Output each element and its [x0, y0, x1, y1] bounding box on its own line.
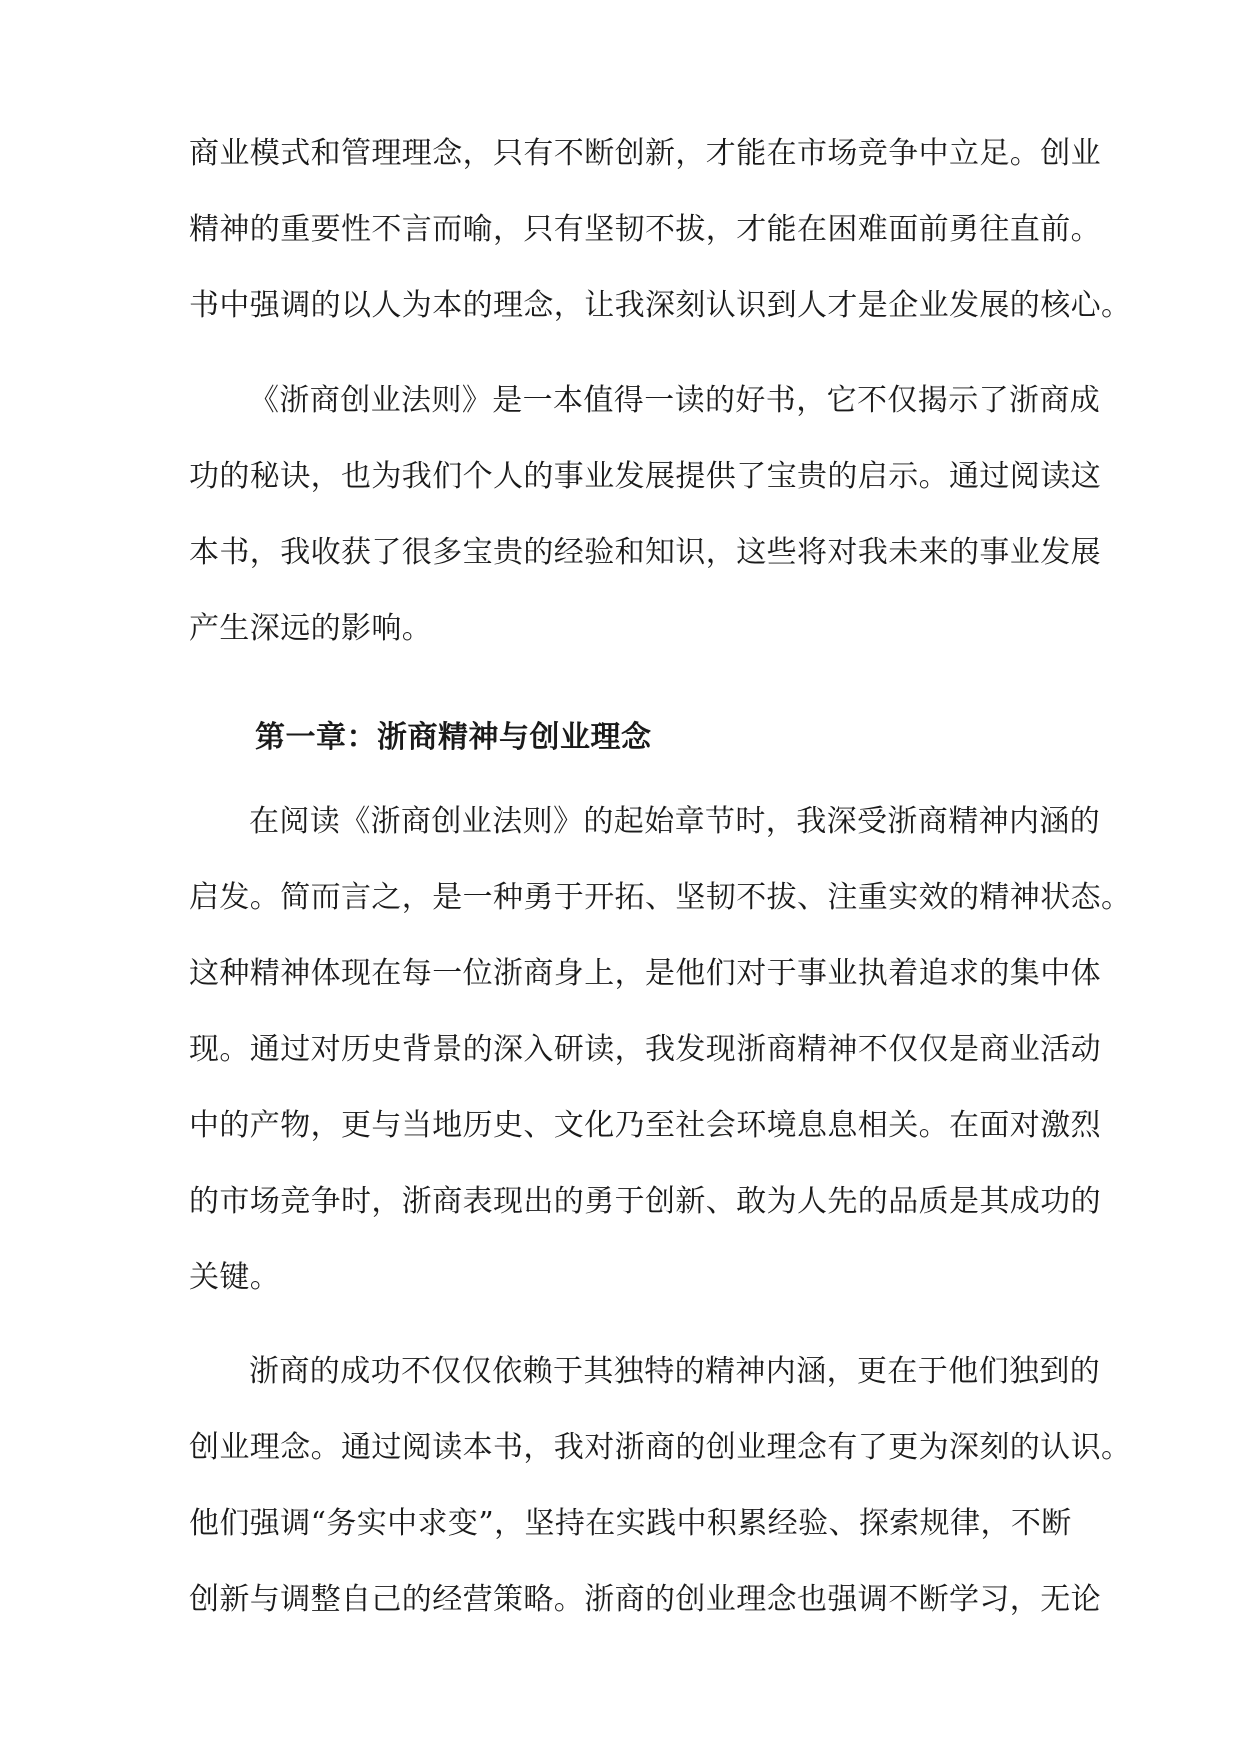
- paragraph-conclusion: [189, 363, 1101, 667]
- text-line: 现。通过对历史背景的深入研读，我发现浙商精神不仅仅是商业活动: [189, 1032, 1101, 1067]
- text-line: 这种精神体现在每一位浙商身上，是他们对于事业执着追求的集中体: [189, 956, 1101, 991]
- chapter-heading: 第一章：浙商精神与创业理念: [255, 720, 652, 755]
- text-line: 书中强调的以人为本的理念，让我深刻认识到人才是企业发展的核心。: [189, 288, 1132, 323]
- text-line: 产生深远的影响。: [189, 611, 433, 646]
- text-line: 关键。: [189, 1260, 281, 1295]
- text-line: 在阅读《浙商创业法则》的起始章节时，我深受浙商精神内涵的: [249, 804, 1101, 839]
- text-line: 中的产物，更与当地历史、文化乃至社会环境息息相关。在面对激烈: [189, 1108, 1101, 1143]
- text-line: 创业理念。通过阅读本书，我对浙商的创业理念有了更为深刻的认识。: [189, 1430, 1132, 1465]
- text-line: 浙商的成功不仅仅依赖于其独特的精神内涵，更在于他们独到的: [249, 1354, 1101, 1389]
- text-line: 他们强调“务实中求变”，坚持在实践中积累经验、探索规律，不断: [189, 1506, 1072, 1541]
- paragraph-chapter-1: [189, 784, 1132, 1316]
- text-line: 功的秘诀，也为我们个人的事业发展提供了宝贵的启示。通过阅读这: [189, 459, 1101, 494]
- text-line: 《浙商创业法则》是一本值得一读的好书，它不仅揭示了浙商成: [249, 383, 1101, 418]
- paragraph-chapter-2: [189, 1334, 1132, 1638]
- text-line: 启发。简而言之，是一种勇于开拓、坚韧不拔、注重实效的精神状态。: [189, 880, 1132, 915]
- text-line: 商业模式和管理理念，只有不断创新，才能在市场竞争中立足。创业: [189, 136, 1101, 171]
- text-line: 的市场竞争时，浙商表现出的勇于创新、敢为人先的品质是其成功的: [189, 1184, 1101, 1219]
- text-line: 本书，我收获了很多宝贵的经验和知识，这些将对我未来的事业发展: [189, 535, 1101, 570]
- paragraph-continuation: [189, 116, 1132, 344]
- text-line: 创新与调整自己的经营策略。浙商的创业理念也强调不断学习，无论: [189, 1582, 1101, 1617]
- text-line: 精神的重要性不言而喻，只有坚韧不拔，才能在困难面前勇往直前。: [189, 212, 1101, 247]
